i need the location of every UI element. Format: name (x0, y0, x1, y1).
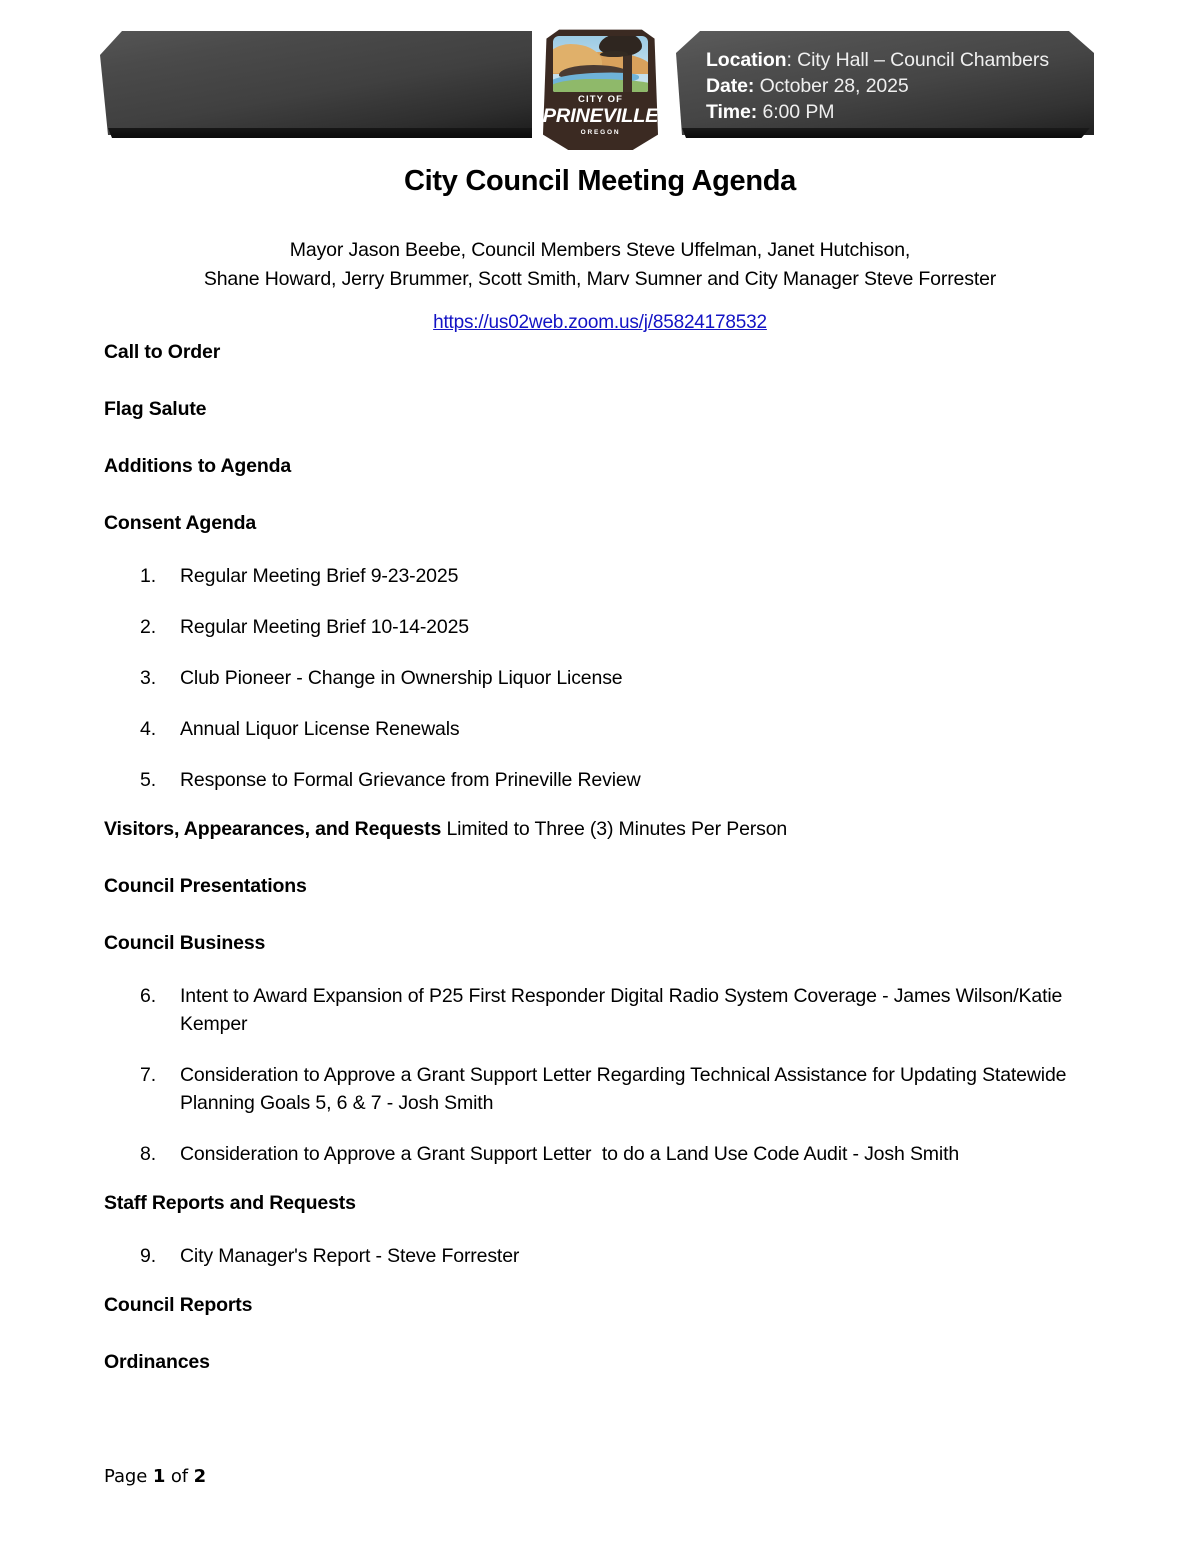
city-of-prineville-logo (543, 22, 658, 150)
agenda-item-text: Regular Meeting Brief 10-14-2025 (180, 616, 469, 638)
date-label: Date: (706, 75, 755, 97)
logo-prineville-text: PRINEVILLE (542, 105, 659, 127)
date-value: October 28, 2025 (754, 75, 909, 97)
agenda-item-number: 7. (140, 1064, 156, 1086)
section-council-presentations: Council Presentations (104, 875, 307, 897)
section-council-business: Council Business (104, 932, 266, 954)
attendees-block (100, 236, 1100, 294)
section-ordinances: Ordinances (104, 1351, 210, 1373)
footer-page-prefix: Page (104, 1466, 153, 1487)
footer-page-number: 1 (152, 1466, 166, 1487)
consent-agenda-list (104, 562, 1084, 794)
logo-oregon-text: OREGON (580, 128, 621, 136)
section-flag-salute: Flag Salute (104, 398, 207, 420)
section-council-reports: Council Reports (104, 1294, 253, 1316)
meeting-meta (706, 47, 1086, 125)
location-value: City Hall – Council Chambers (797, 49, 1049, 71)
meeting-location-line (706, 47, 1086, 73)
time-label: Time: (706, 101, 758, 123)
meeting-time-line (706, 99, 1086, 125)
agenda-item-text: City Manager's Report - Steve Forrester (180, 1245, 520, 1267)
agenda-item-text: Annual Liquor License Renewals (180, 718, 460, 740)
agenda-item-number: 2. (140, 616, 156, 638)
footer-page-total: 2 (193, 1466, 207, 1487)
visitors-heading-bold: Visitors, Appearances, and Requests (104, 818, 442, 840)
agenda-list-item (104, 1242, 1084, 1270)
section-staff-reports-and-requests: Staff Reports and Requests (104, 1192, 356, 1214)
logo-wordmark (543, 94, 658, 138)
agenda-item-number: 4. (140, 718, 156, 740)
attendees-line-2: Shane Howard, Jerry Brummer, Scott Smith, Marv Sumner and City Manager Steve Forrester (203, 268, 997, 290)
section-additions-to-agenda: Additions to Agenda (104, 455, 292, 477)
agenda-list-item (104, 562, 1084, 590)
agenda-list-item (104, 1061, 1084, 1117)
location-separator: : (786, 49, 798, 71)
attendees-line-1: Mayor Jason Beebe, Council Members Steve Uffelman, Janet Hutchison, (289, 239, 911, 261)
zoom-link-container (0, 312, 1200, 334)
agenda-item-text: Regular Meeting Brief 9-23-2025 (180, 565, 459, 587)
agenda-item-number: 9. (140, 1245, 156, 1267)
logo-landscape-illustration (553, 36, 647, 92)
agenda-item-text: Club Pioneer - Change in Ownership Liquor License (180, 667, 623, 689)
meeting-date-line (706, 73, 1086, 99)
decorative-banner-left-shadow (100, 128, 532, 138)
staff-reports-list (104, 1242, 1084, 1270)
page-footer (104, 1466, 206, 1487)
agenda-list-item (104, 982, 1084, 1038)
agenda-item-number: 3. (140, 667, 156, 689)
agenda-item-number: 5. (140, 769, 156, 791)
page-header (0, 0, 1200, 152)
agenda-item-number: 8. (140, 1143, 156, 1165)
agenda-list-item (104, 766, 1084, 794)
agenda-item-text: Response to Formal Grievance from Prineville Review (180, 769, 641, 791)
location-label: Location (706, 49, 787, 71)
agenda-list-item (104, 1140, 1084, 1168)
agenda-item-text: Consideration to Approve a Grant Support Letter Regarding Technical Assistance for Updating Statewide Planning Goals 5, 6 & 7 - Josh Smith (180, 1064, 1072, 1114)
council-business-list (104, 982, 1084, 1168)
grass-shape (553, 79, 647, 93)
decorative-banner-left (100, 31, 532, 135)
zoom-meeting-link[interactable]: https://us02web.zoom.us/j/85824178532 (433, 312, 767, 333)
footer-page-mid: of (165, 1466, 194, 1487)
section-call-to-order: Call to Order (104, 341, 221, 363)
agenda-item-number: 1. (140, 565, 156, 587)
logo-city-of-text: CITY OF (578, 93, 623, 105)
time-value: 6:00 PM (757, 101, 835, 123)
agenda-list-item (104, 613, 1084, 641)
agenda-list-item (104, 664, 1084, 692)
agenda-item-number: 6. (140, 985, 156, 1007)
section-consent-agenda: Consent Agenda (104, 512, 257, 534)
meeting-info-banner-shadow (676, 128, 1094, 138)
agenda-list-item (104, 715, 1084, 743)
agenda-content (104, 340, 1084, 1407)
agenda-item-text: Intent to Award Expansion of P25 First Responder Digital Radio System Coverage - James Wilson/Katie Kemper (180, 985, 1068, 1035)
section-visitors-appearances-requests (104, 817, 1084, 841)
agenda-item-text: Consideration to Approve a Grant Support Letter to do a Land Use Code Audit - Josh Smith (180, 1143, 960, 1165)
visitors-heading-note: Limited to Three (3) Minutes Per Person (441, 818, 788, 840)
page-title: City Council Meeting Agenda (403, 165, 796, 197)
